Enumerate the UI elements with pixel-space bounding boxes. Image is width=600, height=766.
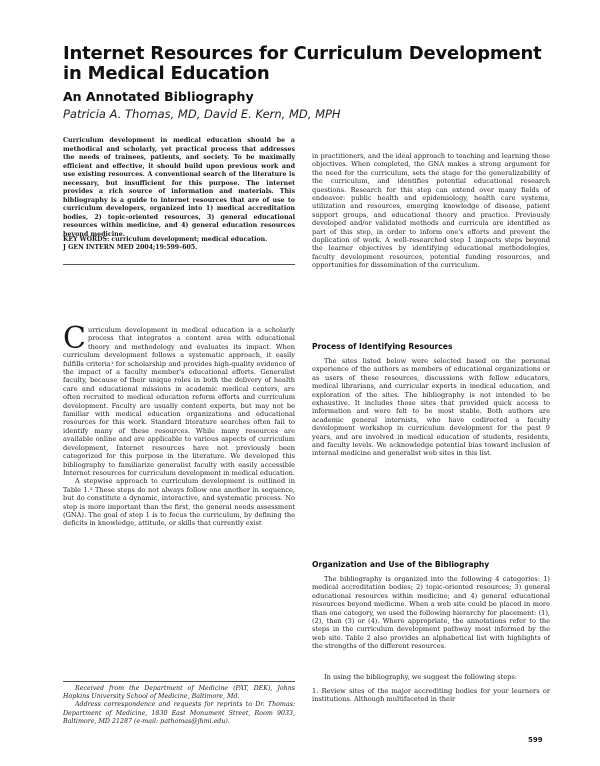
footnote-received: Received from the Department of Medicine (PAT, DEK), Johns Hopkins University School of Medicine, Baltimore, Md. [63, 685, 295, 701]
abstract-text: Curriculum development in medical education should be a methodical and scholarly, yet practical process that addresses the needs of trainees, patients, and society. To be maximally efficient and effective, it should build upon previous work and use existing resources. A conventional search of the literature is necessary, but insufficient for this purpose. The internet provides a rich source of information and materials. This bibliography is a guide to internet resources that are of use to curriculum developers, organized into 1) medical accreditation bodies, 2) topic-oriented resources, 3) general educational resources within medicine, and 4) general education resources beyond medicine. [63, 137, 295, 238]
stepwise-paragraph: A stepwise approach to curriculum development is outlined in Table 1.² These steps do not always follow one another in sequence, but do constitute a dynamic, interactive, and systematic process. No step is more important than the first, the general needs assessment (GNA). The goal of step 1 is to focus the curriculum, by defining the deficits in knowledge, attitude, or skills that currently exist [63, 477, 295, 528]
page-number: 599 [528, 736, 543, 744]
article-subtitle: An Annotated Bibliography [63, 89, 254, 104]
citation: J GEN INTERN MED 2004;19:599–605. [63, 244, 198, 252]
abstract-divider [63, 264, 295, 265]
footnotes [63, 685, 295, 726]
keywords: KEY WORDS: curriculum development; medical education. [63, 236, 268, 243]
list-item-1: 1. Review sites of the major accrediting bodies for your learners or institutions. Although multifaceted in their [312, 687, 550, 704]
keywords-block [63, 236, 295, 253]
article-authors: Patricia A. Thomas, MD, David E. Kern, MD, MPH [63, 107, 341, 121]
body-right-paragraph-1: in practitioners, and the ideal approach to teaching and learning those objectives. When completed, the GNA makes a strong argument for the need for the curriculum, sets the stage for the generalizability of the curriculum, and identifies potential educational research questions. Research for this step can extend over many fields of endeavor: public health and epidemiology, health care systems, utilization and resources, emerging knowledge of disease, patient support groups, and educational theory and practice. Previously developed and/or validated methods and curricula are identified as part of this step, in order to inform one's efforts and prevent the duplication of work. A well-researched step 1 impacts steps beyond the learner objectives by identifying educational methodologies, faculty development resources, potential funding resources, and opportunities for dissemination of the curriculum. [312, 152, 550, 270]
section-heading-organization: Organization and Use of the Bibliography [312, 560, 490, 569]
drop-cap: C [63, 321, 86, 356]
footnote-divider [63, 681, 295, 682]
intro-paragraph [63, 321, 296, 477]
body-right-paragraph-2: The sites listed below were selected based on the personal experience of the authors as members of educational organizations or as users of these resources, discussions with fellow educators, medical librarians, and curricular experts in medical education, and exploration of the sites. The bibliography is not intended to be exhaustive. It includes those sites that provided quick access to information and were felt to be most stable. Both authors are academic general internists, who have codirected a faculty development workshop in curriculum development for the past 9 years, and are involved in medical education of students, residents, and faculty levels. We acknowledge potential bias toward inclusion of internal medicine and generalist web sites in this list. [312, 357, 550, 458]
article-title: Internet Resources for Curriculum Development in Medical Education [63, 43, 542, 84]
body-left-column [63, 321, 296, 528]
section-heading-process: Process of Identifying Resources [312, 342, 453, 351]
body-right-paragraph-4: In using the bibliography, we suggest the following steps: [324, 673, 518, 681]
body-right-paragraph-3: The bibliography is organized into the following 4 categories: 1) medical accreditation bodies; 2) topic-oriented resources; 3) general educational resources within medicine; and 4) general educational resources beyond medicine. When a web site could be placed in more than one category, we used the following hierarchy for placement: (1), (2), then (3) or (4). Where appropriate, the annotations refer to the steps in the curriculum development pathway most informed by the web site. Table 2 also provides an alphabetical list with highlights of the strengths of the different resources. [312, 575, 550, 651]
intro-text: urriculum development in medical education is a scholarly process that integrates a content area with educational theory and methodology and evaluates its impact. When curriculum development follows a systematic approach, it easily fulfills criteria¹ for scholarship and provides high-quality evidence of the impact of a faculty member's educational efforts. Generalist faculty, because of their unique roles in both the delivery of health care and educational missions in academic medical centers, are often recruited to medical education reform efforts and curriculum development. Faculty are usually content experts, but may not be familiar with medical education organizations and educational resources for this work. Standard literature searches often fail to identify many of these resources. While many resources are available online and are applicable to various aspects of curriculum development, Internet resources have not previously been categorized for this purpose in the literature. We developed this bibliography to familiarize generalist faculty with easily accessible Internet resources for curriculum development in medical education. [63, 326, 296, 477]
footnote-correspondence: Address correspondence and requests for reprints to Dr. Thomas: Department of Medicine, 1830 East Monument Street, Room 9033, Baltimore, MD 21287 (e-mail: pathomas@jhmi.edu). [63, 701, 295, 725]
abstract [63, 137, 295, 239]
